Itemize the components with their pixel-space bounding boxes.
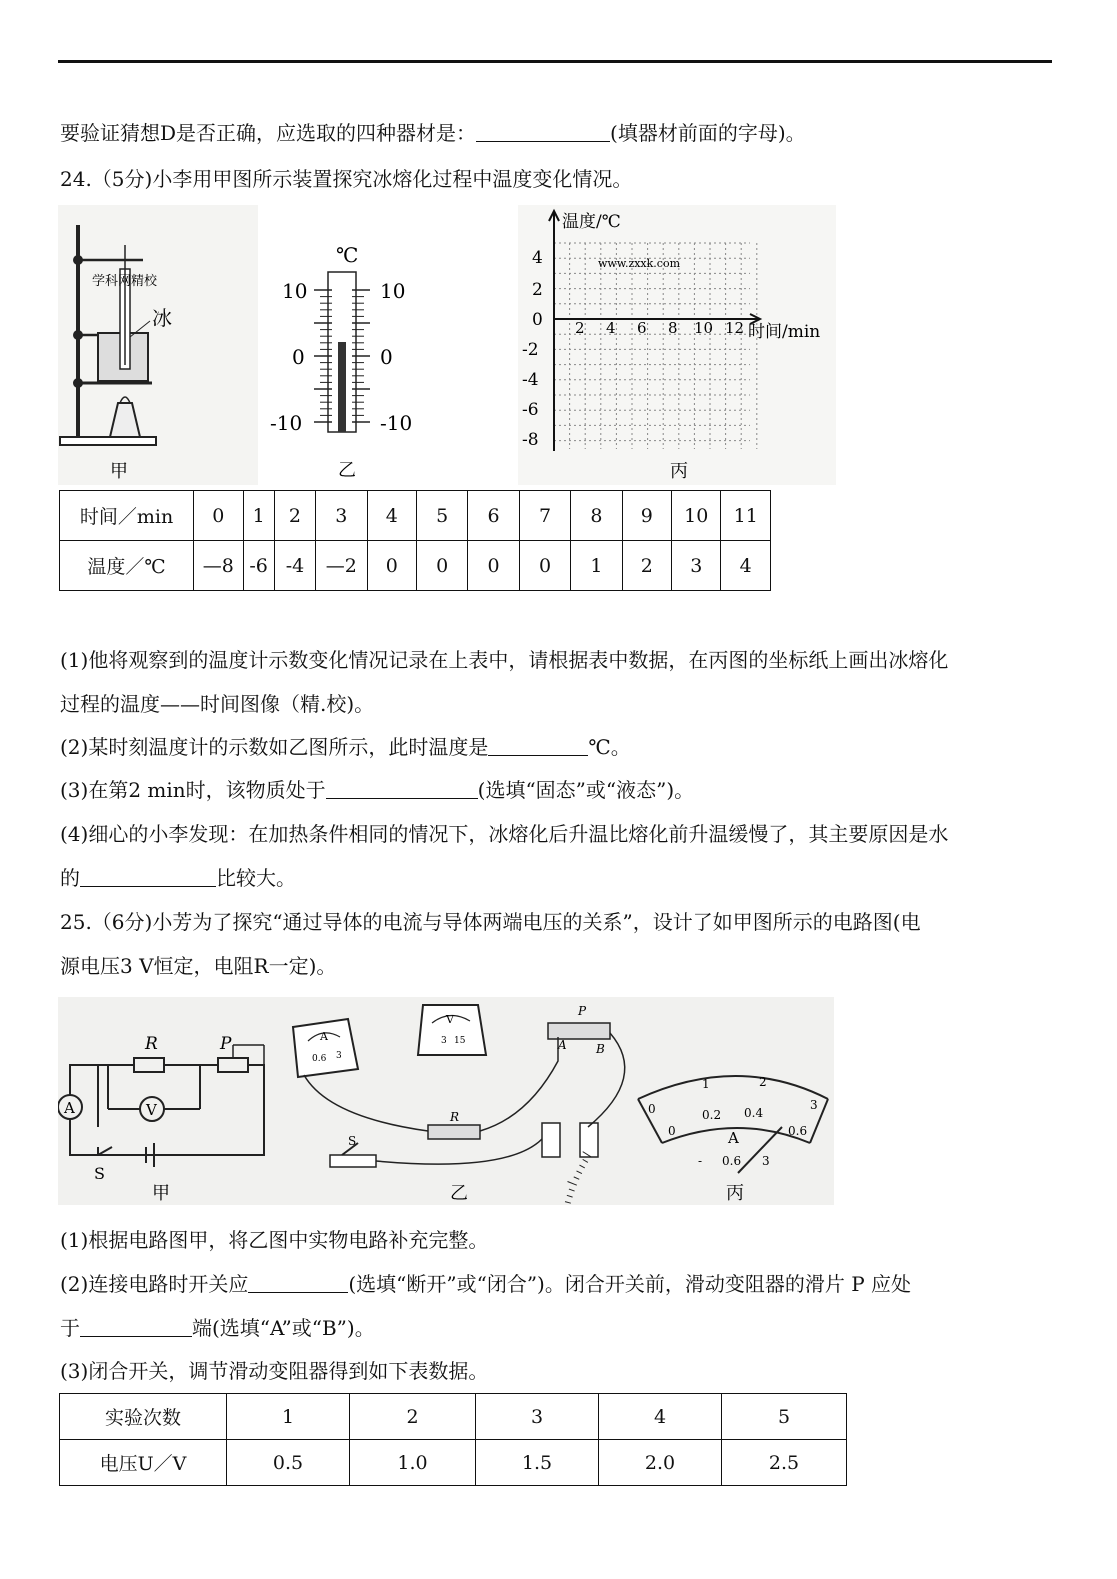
table-cell: -4 — [274, 541, 315, 591]
q24-part4-blank[interactable] — [80, 866, 216, 887]
q25-part2-blank[interactable] — [248, 1272, 348, 1293]
jia-watermark: 学科网精校 — [92, 274, 158, 289]
rheostat-P-label: P — [578, 1004, 587, 1018]
grid-ytick: 0 — [532, 310, 543, 330]
q24-part2-text: (2)某时刻温度计的示数如乙图所示，此时温度是 — [60, 735, 489, 759]
q25-part2-line1 — [60, 1270, 911, 1298]
table-cell: 9 — [622, 491, 671, 541]
grid-xlabel: 时间/min — [748, 322, 821, 342]
resistor-symbol — [134, 1058, 164, 1072]
table-cell: 1 — [243, 491, 274, 541]
circuit-diagram-jia — [58, 1034, 264, 1204]
thermo-left-mark-neg10: -10 — [270, 411, 303, 435]
table-cell: 1.5 — [476, 1440, 599, 1486]
q25-part2b-blank[interactable] — [80, 1316, 192, 1337]
table-cell: 2 — [622, 541, 671, 591]
label-S: S — [94, 1164, 105, 1183]
grid-ytick: -6 — [522, 400, 539, 420]
dial-tick — [567, 1195, 573, 1197]
label-V: V — [146, 1101, 157, 1119]
q24-part1-line1: (1)他将观察到的温度计示数变化情况记录在上表中，请根据表中数据，在丙图的坐标纸上画出冰熔化 — [60, 648, 949, 672]
dial-tick — [565, 1202, 571, 1204]
dial-terminal-label: 3 — [762, 1154, 770, 1168]
q25-jia-caption: 甲 — [152, 1183, 170, 1204]
q24-figure-yi-thermometer — [268, 232, 448, 482]
top-rule — [58, 60, 1052, 63]
resistor-device — [428, 1125, 480, 1139]
table-row — [60, 1440, 847, 1486]
dial-tick — [583, 1159, 588, 1162]
thermometer-unit: ℃ — [336, 243, 359, 267]
ammeter-device — [293, 1019, 358, 1077]
q23-answer-blank[interactable] — [476, 121, 610, 142]
switch-device-label: S — [348, 1134, 357, 1148]
dial-tick — [579, 1165, 584, 1168]
table-cell: 11 — [721, 491, 771, 541]
q24-part4-line1: (4)细心的小李发现：在加热条件相同的情况下，冰熔化后升温比熔化前升温缓慢了，其主要原因是水 — [60, 822, 949, 846]
dial-top-label: 3 — [810, 1098, 818, 1112]
q24-figure-jia — [58, 205, 258, 485]
grid-ytick: 4 — [532, 248, 543, 268]
dial-tick — [569, 1189, 575, 1191]
yi-caption: 乙 — [338, 460, 356, 481]
q25-figure-strip — [58, 997, 834, 1205]
dial-bottom-label: 0.2 — [702, 1108, 722, 1122]
q24-part2-blank[interactable] — [488, 735, 588, 756]
q24-part4-line2 — [60, 864, 296, 892]
table-cell: 4 — [599, 1394, 722, 1440]
q24-figure-bing-grid — [518, 205, 836, 485]
q24-part2-unit: ℃。 — [588, 735, 631, 759]
voltmeter-device-label: V — [446, 1013, 454, 1026]
q25-part2-text: (2)连接电路时开关应 — [60, 1272, 249, 1296]
q25-part2b-text-after: 端(选填“A”或“B”)。 — [192, 1316, 375, 1340]
grid-ylabel: 温度/℃ — [562, 212, 621, 232]
table-cell: 4 — [367, 491, 416, 541]
q25-yi-caption: 乙 — [450, 1183, 468, 1204]
q24-part3-blank[interactable] — [326, 778, 478, 799]
label-R: R — [145, 1034, 158, 1054]
dial-bottom-label: 0.4 — [744, 1106, 764, 1120]
table-cell: —8 — [194, 541, 243, 591]
thermometer-liquid-column — [338, 342, 346, 432]
dial-top-label: 1 — [702, 1077, 710, 1091]
q25-part3: (3)闭合开关，调节滑动变阻器得到如下表数据。 — [60, 1359, 489, 1383]
battery-cell — [542, 1123, 560, 1157]
thermo-left-mark-10: 10 — [282, 279, 308, 303]
q23-text-after: (填器材前面的字母)。 — [610, 121, 806, 145]
q24-part2 — [60, 733, 631, 761]
grid-ytick: 2 — [532, 280, 543, 300]
q24-part4-text: 的 — [60, 866, 80, 890]
q24-part1-line2: 过程的温度——时间图像（精.校)。 — [60, 692, 375, 716]
thermo-right-mark-10: 10 — [380, 279, 406, 303]
jia-caption: 甲 — [110, 461, 128, 482]
q25-bing-caption: 丙 — [726, 1183, 744, 1204]
table-cell: 7 — [519, 491, 570, 541]
ammeter-terminal-label: 0.6 — [312, 1054, 327, 1064]
q24-part3-text: (3)在第2 min时，该物质处于 — [60, 778, 326, 802]
table-cell: 0 — [519, 541, 570, 591]
switch-device — [330, 1155, 376, 1167]
bing-caption: 丙 — [670, 461, 688, 482]
dial-tick — [567, 1181, 576, 1185]
table-cell: 3 — [672, 541, 721, 591]
voltmeter-terminal-label: 3 — [441, 1036, 447, 1046]
table-cell: 0.5 — [227, 1440, 350, 1486]
table-header-temperature: 温度／℃ — [60, 541, 194, 591]
q25-data-table — [59, 1393, 847, 1486]
q25-part2-line2 — [60, 1314, 375, 1342]
label-A: A — [64, 1099, 75, 1117]
voltmeter-terminal-label: 15 — [454, 1036, 466, 1046]
table-cell: 5 — [416, 491, 467, 541]
grid-ytick: -4 — [522, 370, 539, 390]
dial-terminal-label: - — [698, 1154, 703, 1168]
dial-tick — [574, 1177, 579, 1179]
ammeter-terminal-label: 3 — [336, 1051, 342, 1061]
table-cell: 4 — [721, 541, 771, 591]
grid-watermark: www.zxxk.com — [598, 257, 681, 270]
label-P: P — [220, 1034, 232, 1054]
table-cell: 3 — [316, 491, 367, 541]
q25-part2b-text: 于 — [60, 1316, 80, 1340]
dial-top-label: 0 — [648, 1102, 656, 1116]
table-row — [60, 541, 771, 591]
dial-bottom-label: 0.6 — [788, 1124, 808, 1138]
grid-ytick: -2 — [522, 340, 539, 360]
table-cell: 2.0 — [599, 1440, 722, 1486]
table-header-time: 时间／min — [60, 491, 194, 541]
table-cell: 3 — [476, 1394, 599, 1440]
table-cell: 2 — [274, 491, 315, 541]
grid-xtick: 6 — [637, 319, 647, 337]
q24-stem: 24.（5分)小李用甲图所示装置探究冰熔化过程中温度变化情况。 — [60, 167, 633, 191]
dial-unit-A: A — [728, 1129, 739, 1147]
q24-part4-text-after: 比较大。 — [216, 866, 296, 890]
table-cell: 0 — [468, 541, 519, 591]
table-header-trial: 实验次数 — [60, 1394, 227, 1440]
thermo-left-mark-0: 0 — [292, 345, 305, 369]
grid-xtick: 4 — [606, 319, 616, 337]
q24-part3 — [60, 776, 694, 804]
dial-terminal-label: 0.6 — [722, 1154, 742, 1168]
table-cell: 10 — [672, 491, 721, 541]
dial-bottom-label: 0 — [668, 1124, 676, 1138]
q24-data-table — [59, 490, 771, 591]
table-row — [60, 491, 771, 541]
table-cell: 1.0 — [350, 1440, 476, 1486]
rheostat-B-label: B — [596, 1042, 605, 1056]
q25-part2-text-after: (选填“断开”或“闭合”)。闭合开关前，滑动变阻器的滑片 P 应处 — [348, 1272, 912, 1296]
grid-xtick: 12 — [725, 319, 745, 337]
rheostat-symbol — [218, 1058, 248, 1072]
q23-text: 要验证猜想D是否正确，应选取的四种器材是： — [60, 121, 477, 145]
table-cell: 0 — [194, 491, 243, 541]
thermo-right-mark-0: 0 — [380, 345, 393, 369]
rheostat-device — [548, 1023, 610, 1039]
dial-tick — [577, 1171, 582, 1174]
table-cell: -6 — [243, 541, 274, 591]
table-cell: 2.5 — [722, 1440, 847, 1486]
grid-xtick: 2 — [575, 319, 585, 337]
table-cell: 2 — [350, 1394, 476, 1440]
rheostat-A-label: A — [558, 1038, 567, 1052]
ice-label: 冰 — [152, 306, 172, 330]
q25-stem-line2: 源电压3 V恒定，电阻R一定)。 — [60, 954, 337, 978]
table-cell: 8 — [571, 491, 622, 541]
table-header-voltage: 电压U／V — [60, 1440, 227, 1486]
thermo-right-mark-neg10: -10 — [380, 411, 413, 435]
resistor-device-label: R — [450, 1110, 460, 1124]
table-cell: 5 — [722, 1394, 847, 1440]
grid-xtick: 10 — [694, 319, 714, 337]
grid-xtick: 8 — [668, 319, 678, 337]
q25-part1: (1)根据电路图甲，将乙图中实物电路补充完整。 — [60, 1228, 489, 1252]
table-cell: 6 — [468, 491, 519, 541]
table-cell: 0 — [367, 541, 416, 591]
ammeter-device-label: A — [320, 1030, 328, 1043]
table-cell: 1 — [571, 541, 622, 591]
table-row — [60, 1394, 847, 1440]
table-cell: —2 — [316, 541, 367, 591]
q23-verify-line — [60, 119, 806, 147]
q25-stem-line1: 25.（6分)小芳为了探究“通过导体的电流与导体两端电压的关系”，设计了如甲图所示的电路图(电 — [60, 910, 921, 934]
table-cell: 1 — [227, 1394, 350, 1440]
physical-circuit-yi — [293, 1004, 625, 1204]
table-cell: 0 — [416, 541, 467, 591]
grid-ytick: -8 — [522, 430, 539, 450]
q24-part3-options: (选填“固态”或“液态”)。 — [477, 778, 695, 802]
dial-pointer — [738, 1127, 782, 1173]
dial-top-label: 2 — [759, 1075, 767, 1089]
